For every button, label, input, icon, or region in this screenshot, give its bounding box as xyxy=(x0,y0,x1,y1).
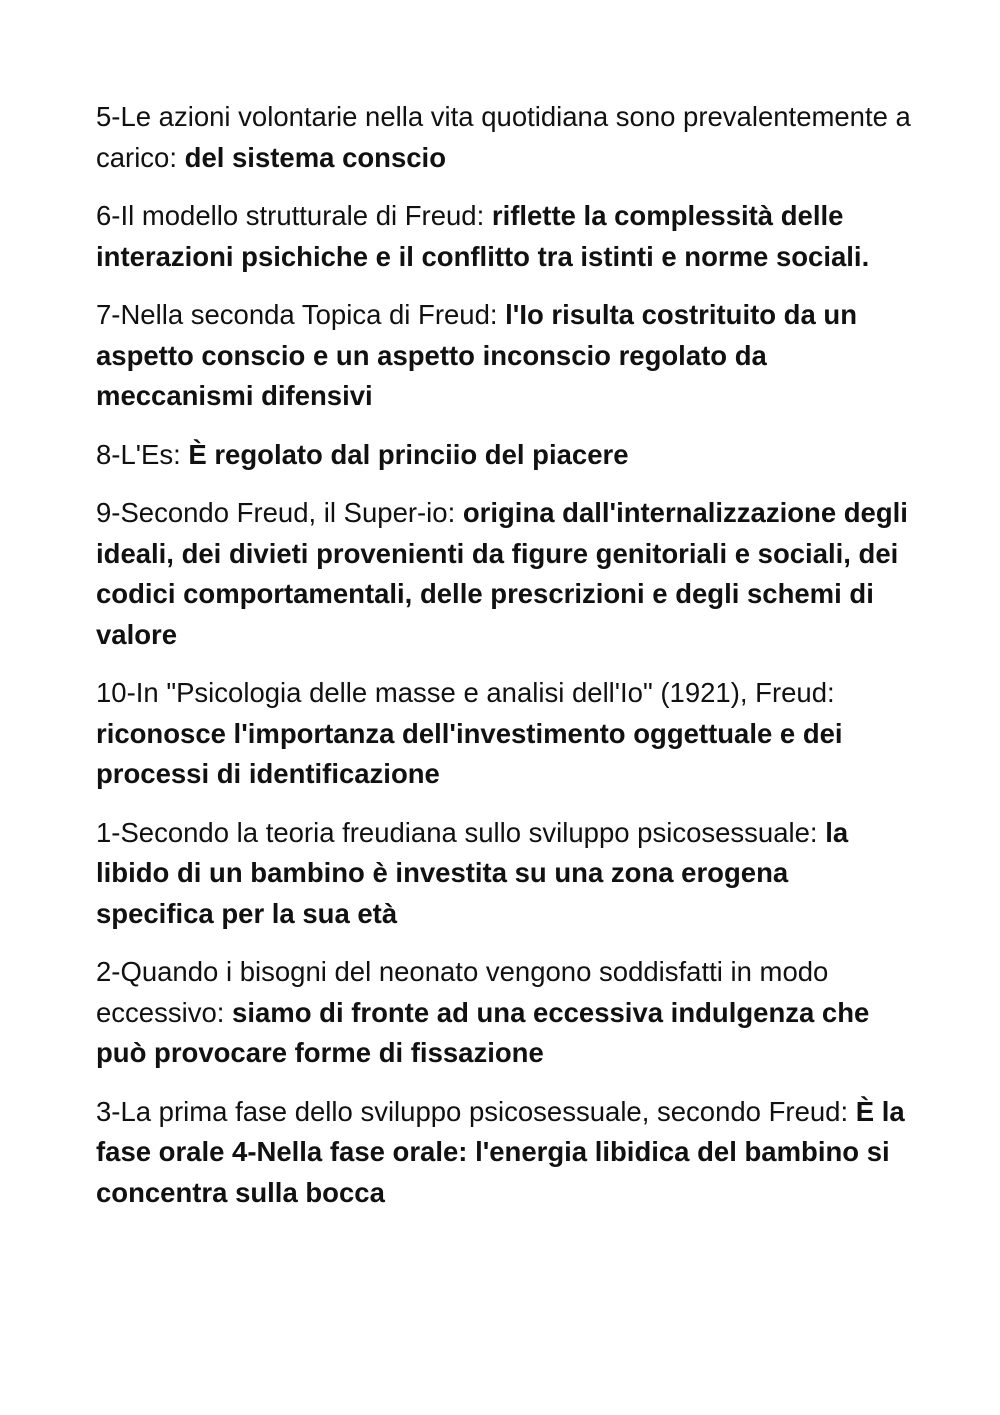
qa-item-9 xyxy=(96,493,911,655)
qa-item-7 xyxy=(96,295,911,417)
answer-text: È regolato dal princiio del piacere xyxy=(188,438,629,470)
qa-item-1 xyxy=(96,813,911,935)
question-text: 1-Secondo la teoria freudiana sullo sviluppo psicosessuale: xyxy=(96,816,826,848)
qa-item-10 xyxy=(96,673,911,795)
question-text: 10-In "Psicologia delle masse e analisi dell'Io" (1921), Freud: xyxy=(96,677,835,708)
question-text: 8-L'Es: xyxy=(96,438,189,470)
question-text: 9-Secondo Freud, il Super-io: xyxy=(96,497,463,528)
qa-item-5 xyxy=(96,97,911,178)
question-text: 3-La prima fase dello sviluppo psicosessuale, secondo Freud: xyxy=(96,1095,856,1127)
qa-item-6 xyxy=(96,196,911,277)
answer-text: È la fase orale 4-Nella fase orale: l'energia libidica del bambino si concentra sulla bocca xyxy=(96,1095,905,1208)
answer-text: del sistema conscio xyxy=(184,141,446,173)
answer-text: siamo di fronte ad una eccessiva indulgenza che può provocare forme di fissazione xyxy=(96,996,870,1068)
answer-text: riflette la complessità delle interazioni psichiche e il conflitto tra istinti e norme sociali. xyxy=(96,200,870,272)
question-text: 7-Nella seconda Topica di Freud: xyxy=(96,299,506,330)
qa-item-2 xyxy=(96,952,911,1074)
answer-text: riconosce l'importanza dell'investimento oggettuale e dei processi di identificazione xyxy=(96,717,843,789)
answer-text: l'Io risulta costrituito da un aspetto conscio e un aspetto inconscio regolato da meccanismi difensivi xyxy=(96,299,858,411)
question-text: 5-Le azioni volontarie nella vita quotidiana sono prevalentemente a carico: xyxy=(96,101,911,173)
document-page xyxy=(96,97,911,1231)
qa-item-3 xyxy=(96,1092,911,1214)
qa-item-8 xyxy=(96,435,911,476)
question-text: 6-Il modello strutturale di Freud: xyxy=(96,200,492,231)
answer-text: origina dall'internalizzazione degli ideali, dei divieti provenienti da figure genitoriali e sociali, dei codici comportamentali, delle prescrizioni e degli schemi di valore xyxy=(96,497,908,650)
answer-text: la libido di un bambino è investita su una zona erogena specifica per la sua età xyxy=(96,816,849,929)
question-text: 2-Quando i bisogni del neonato vengono soddisfatti in modo eccessivo: xyxy=(96,956,829,1028)
